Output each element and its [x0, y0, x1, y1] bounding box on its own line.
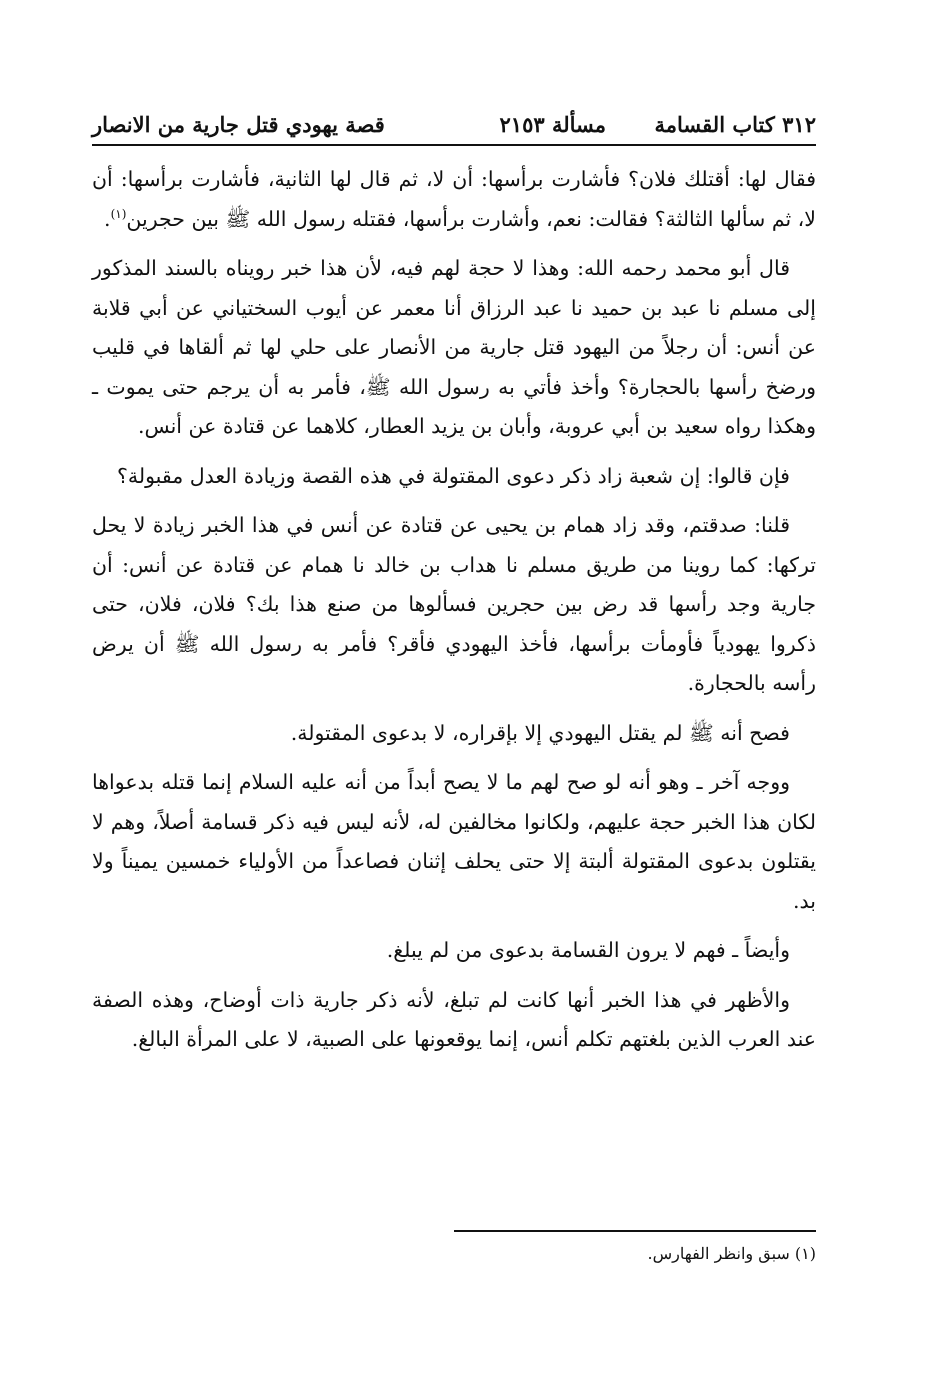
body-text [92, 160, 816, 1060]
paragraph: فصح أنه ﷺ لم يقتل اليهودي إلا بإقراره، لا بدعوى المقتولة. [290, 720, 790, 745]
footnote: (١) سبق وانظر الفهارس. [647, 1244, 816, 1263]
issue-number: مسألة ٢١٥٣ [499, 112, 606, 137]
footnote-divider [454, 1230, 816, 1232]
page-number-and-book-title: ٣١٢ كتاب القسامة [654, 112, 816, 137]
paragraph: والأظهر في هذا الخبر أنها كانت لم تبلغ، لأنه ذكر جارية ذات أوضاح، وهذه الصفة عند العرب الذين بلغتهم تكلم أنس، إنما يوقعونها على الصبية، لا على المرأة البالغ. [92, 987, 816, 1051]
document-page [92, 96, 816, 1296]
running-header [92, 96, 816, 146]
paragraph: قلنا: صدقتم، وقد زاد همام بن يحيى عن قتادة عن أنس في هذا الخبر زيادة لا يحل تركها: كما روينا من طريق مسلم نا هداب بن خالد نا همام عن قتادة عن أنس: أن جارية وجد رأسها قد رض بين حجرين فسألوها من صنع هذا بك؟ فلان، فلان، حتى ذكروا يهودياً فأومأت برأسها، فأخذ اليهودي فأقر؟ فأمر به رسول الله ﷺ أن يرض رأسه بالحجارة. [92, 513, 816, 695]
paragraph: قال أبو محمد رحمه الله: وهذا لا حجة لهم فيه، لأن هذا خبر رويناه بالسند المذكور إلى مسلم نا عبد بن حميد نا عبد الرزاق أنا معمر عن أيوب السختياني عن أبي قلابة عن أنس: أن رجلاً من اليهود قتل جارية من الأنصار على حلي لها ثم ألقاها في قليب ورضخ رأسها بالحجارة؟ وأخذ فأتي به رسول الله ﷺ، فأمر به أن يرجم حتى يموت ـ وهكذا رواه سعيد بن أبي عروبة، وأبان بن يزيد العطار، كلاهما عن قتادة عن أنس. [92, 256, 816, 438]
paragraph: ووجه آخر ـ وهو أنه لو صح لهم ما لا يصح أبداً من أنه عليه السلام إنما قتله بدعواها لكان هذا الخبر حجة عليهم، ولكانوا مخالفين له، لأنه ليس فيه ذكر قسامة أصلاً، وهم لا يقتلون بدعوى المقتولة ألبتة إلا حتى يحلف إثنان فصاعداً من الأولياء خمسين يميناً ولا بد. [92, 770, 816, 913]
paragraph: فقال لها: أقتلك فلان؟ فأشارت برأسها: أن لا، ثم قال لها الثانية، فأشارت برأسها: أن لا، ثم سألها الثالثة؟ فقالت: نعم، وأشارت برأسها، فقتله رسول الله ﷺ بين حجرين$^{(١)}$. [92, 167, 816, 231]
footnote-reference: (١) [110, 206, 127, 221]
paragraph: وأيضاً ـ فهم لا يرون القسامة بدعوى من لم يبلغ. [386, 938, 790, 962]
section-title: قصة يهودي قتل جارية من الانصار [92, 112, 385, 137]
paragraph: فإن قالوا: إن شعبة زاد ذكر دعوى المقتولة في هذه القصة وزيادة العدل مقبولة؟ [116, 463, 790, 488]
